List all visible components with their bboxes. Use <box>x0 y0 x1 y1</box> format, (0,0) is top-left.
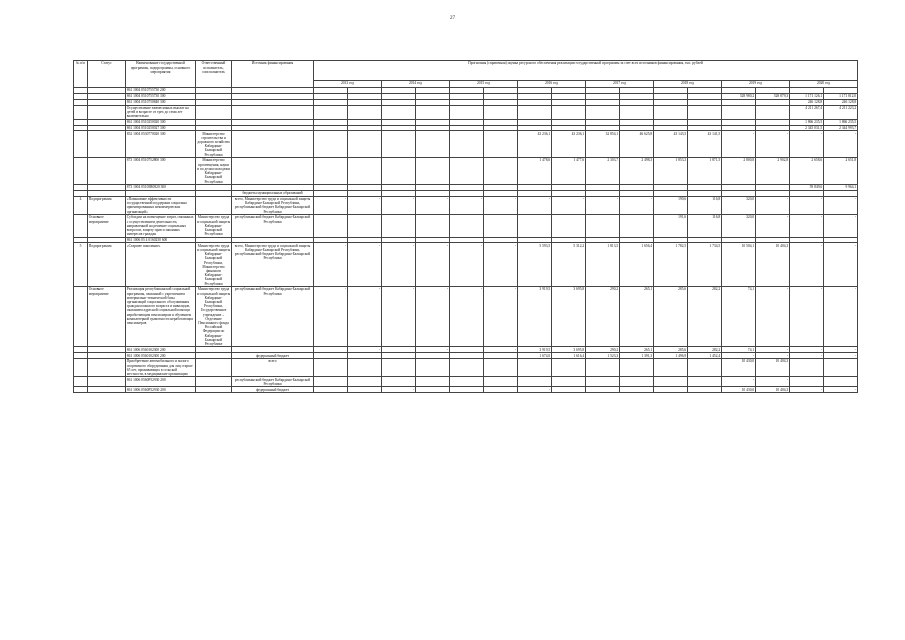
value-cell: 1 782,5 <box>654 243 688 287</box>
source-cell <box>232 158 314 185</box>
executor-cell <box>196 359 232 377</box>
value-cell: 1 656,4 <box>620 243 654 287</box>
source-cell: всего, Министерство труда и социальной защиты Кабардино-Балкарской Республики, республиканский бюджет Кабардино-Балкарской Республики <box>232 196 314 214</box>
value-cell: - <box>450 196 484 214</box>
value-cell: 46 625,8 <box>620 131 654 158</box>
table-row <box>74 105 858 119</box>
value-cell: 9 964,1 <box>824 185 858 191</box>
value-cell: 3 919,5 <box>518 347 552 353</box>
value-cell <box>382 377 416 387</box>
value-cell: 2 345 031,5 <box>790 125 824 131</box>
value-cell: - <box>348 287 382 347</box>
num-cell: 4 <box>74 196 88 214</box>
value-cell <box>586 387 620 393</box>
value-cell: 1 478,6 <box>518 158 552 185</box>
value-cell: - <box>552 196 586 214</box>
value-cell <box>416 158 450 185</box>
value-cell: 4 211 267,4 <box>790 105 824 119</box>
value-cell: 1 616,4 <box>552 353 586 359</box>
value-cell: 2 800,8 <box>722 158 756 185</box>
value-cell <box>586 377 620 387</box>
executor-cell <box>196 196 232 214</box>
value-cell <box>450 105 484 119</box>
value-cell: 4 211 223,2 <box>824 105 858 119</box>
value-cell: - <box>756 215 790 238</box>
value-cell <box>688 387 722 393</box>
value-cell: 265,1 <box>620 347 654 353</box>
value-cell <box>348 387 382 393</box>
value-cell <box>654 387 688 393</box>
value-cell: - <box>314 196 348 214</box>
value-cell: - <box>484 243 518 287</box>
value-cell: - <box>348 347 382 353</box>
value-cell: 320,0 <box>722 215 756 238</box>
value-cell: - <box>382 243 416 287</box>
name-cell: 861 1006 0560P52930 200 <box>126 387 196 393</box>
value-cell <box>416 105 450 119</box>
budget-table <box>73 60 858 393</box>
value-cell <box>552 387 586 393</box>
value-cell <box>756 105 790 119</box>
header-status: Статус <box>88 61 126 88</box>
table-row <box>74 359 858 377</box>
value-cell: 1 496,9 <box>654 353 688 359</box>
value-cell <box>824 377 858 387</box>
executor-cell: Министерство труда и социальной защиты Кабардино-Балкарской Республики <box>196 215 231 237</box>
value-cell: 1 171 812,0 <box>824 93 858 99</box>
value-cell: - <box>416 243 450 287</box>
value-cell: - <box>416 287 450 347</box>
value-cell <box>790 377 824 387</box>
value-cell: - <box>484 196 518 214</box>
value-cell <box>450 158 484 185</box>
value-cell: - <box>756 196 790 214</box>
value-cell <box>654 359 688 377</box>
value-cell: 5 312,2 <box>552 243 586 287</box>
value-cell <box>620 387 654 393</box>
year-header: 2016 год <box>518 80 586 88</box>
num-cell <box>74 287 88 347</box>
table-row <box>74 287 858 347</box>
value-cell: 10 430,0 <box>722 387 756 393</box>
executor-cell: Министерство труда и социальной защиты Кабардино-Балкарской Республики, Государственное учреждение – Отделение Пенсионного фонда Российской Федерации по Кабардино-Балкарской Республике <box>196 287 231 346</box>
value-cell: 1 734,5 <box>688 243 722 287</box>
value-cell <box>484 359 518 377</box>
value-cell <box>552 105 586 119</box>
value-cell <box>450 359 484 377</box>
table-row <box>74 158 858 185</box>
value-cell: 1 871,5 <box>688 158 722 185</box>
value-cell <box>416 377 450 387</box>
table-row <box>74 377 858 387</box>
source-cell: республиканский бюджет Кабардино-Балкарской Республики <box>232 215 314 238</box>
value-cell <box>348 215 382 238</box>
value-cell <box>824 359 858 377</box>
value-cell: - <box>790 131 824 158</box>
value-cell <box>382 158 416 185</box>
value-cell <box>348 377 382 387</box>
value-cell: 2 344 993,7 <box>824 125 858 131</box>
status-cell <box>88 359 126 377</box>
source-cell <box>232 105 314 119</box>
value-cell <box>620 377 654 387</box>
status-cell <box>88 105 126 119</box>
value-cell: 282,2 <box>688 287 722 347</box>
num-cell <box>74 158 88 185</box>
value-cell: - <box>586 196 620 214</box>
value-cell <box>450 215 484 238</box>
value-cell <box>484 131 518 158</box>
value-cell: 3 695,8 <box>552 347 586 353</box>
value-cell: 1 171 126,1 <box>790 93 824 99</box>
value-cell <box>314 359 348 377</box>
value-cell <box>688 377 722 387</box>
table-row <box>74 196 858 214</box>
value-cell: - <box>382 196 416 214</box>
value-cell: 246 128,8 <box>790 99 824 105</box>
source-cell: бюджеты муниципальных образований <box>232 190 314 196</box>
status-cell: Основное мероприятие <box>88 215 126 238</box>
year-header: 2019 год <box>722 80 790 88</box>
value-cell: - <box>790 215 824 238</box>
value-cell: 3 919,5 <box>518 287 552 347</box>
value-cell: - <box>416 347 450 353</box>
value-cell <box>382 215 416 238</box>
value-cell: 59 849,6 <box>790 185 824 191</box>
value-cell <box>450 131 484 158</box>
value-cell <box>484 105 518 119</box>
value-cell: 5 593,5 <box>518 243 552 287</box>
value-cell: 2 658,6 <box>790 158 824 185</box>
value-cell <box>450 387 484 393</box>
status-cell <box>88 158 126 185</box>
source-cell: всего <box>232 359 314 377</box>
value-cell: 2 498,3 <box>620 158 654 185</box>
value-cell: - <box>824 243 858 287</box>
value-cell: 528 980,2 <box>722 93 756 99</box>
header-source: Источник финансирования <box>232 61 314 88</box>
source-cell <box>232 131 314 158</box>
year-header: 2014 год <box>382 80 450 88</box>
value-cell <box>484 377 518 387</box>
value-cell <box>484 215 518 238</box>
value-cell: 246 128,8 <box>824 99 858 105</box>
value-cell: 2 303,7 <box>586 158 620 185</box>
value-cell <box>382 105 416 119</box>
value-cell: - <box>314 287 348 347</box>
table-row <box>74 131 858 158</box>
value-cell <box>654 105 688 119</box>
status-cell <box>88 387 126 393</box>
table-body <box>74 88 858 393</box>
value-cell <box>416 131 450 158</box>
source-cell: республиканский бюджет Кабардино-Балкарской Республики <box>232 377 314 387</box>
value-cell: 10 404,3 <box>756 387 790 393</box>
value-cell <box>586 215 620 238</box>
value-cell: 290,2 <box>586 347 620 353</box>
header-num: № п/п <box>74 61 88 88</box>
value-cell: 1 674,0 <box>518 353 552 359</box>
table-row <box>74 387 858 393</box>
value-cell: 190,6 <box>654 196 688 214</box>
num-cell <box>74 215 88 238</box>
year-header: 2017 год <box>586 80 654 88</box>
num-cell <box>74 377 88 387</box>
value-cell <box>348 359 382 377</box>
num-cell: 5 <box>74 243 88 287</box>
name-cell: 852 1004 0530770020 300 <box>126 131 196 158</box>
value-cell: - <box>450 287 484 347</box>
status-cell <box>88 377 126 387</box>
value-cell <box>382 359 416 377</box>
name-cell: 861 1006 05 4 0160250 600 <box>126 237 196 243</box>
value-cell: - <box>756 353 790 359</box>
value-cell: - <box>790 353 824 359</box>
value-cell: - <box>518 196 552 214</box>
header-name: Наименование государственной программы, подпрограммы, основного мероприятия <box>126 61 196 88</box>
name-cell: 861 1004 0510755730 300 <box>126 93 196 99</box>
value-cell: 191,6 <box>654 215 688 238</box>
value-cell: 10 404,3 <box>756 359 790 377</box>
value-cell <box>450 377 484 387</box>
value-cell: 282,2 <box>688 347 722 353</box>
year-header: 2013 год <box>314 80 382 88</box>
value-cell: - <box>722 377 756 387</box>
name-cell: Приобретение автомобильного и малого спортивного оборудования для лиц старше 65 лет, проживающих в сельской местности, в медицинские организации <box>126 359 196 377</box>
value-cell <box>314 215 348 238</box>
value-cell <box>518 377 552 387</box>
value-cell <box>314 377 348 387</box>
year-header: 2020 год <box>790 80 858 88</box>
value-cell: - <box>416 196 450 214</box>
name-cell: 861 1004 0510755730 200 <box>126 88 196 94</box>
value-cell <box>552 377 586 387</box>
value-cell <box>314 387 348 393</box>
value-cell: - <box>756 347 790 353</box>
status-cell: Основное мероприятие <box>88 287 126 347</box>
value-cell <box>688 359 722 377</box>
source-cell: федеральный бюджет <box>232 353 314 359</box>
value-cell <box>552 215 586 238</box>
year-header: 2015 год <box>450 80 518 88</box>
value-cell: - <box>790 387 824 393</box>
executor-cell <box>196 105 232 119</box>
value-cell: - <box>314 243 348 287</box>
page-number: 27 <box>450 16 455 21</box>
value-cell: - <box>348 243 382 287</box>
value-cell <box>416 387 450 393</box>
table-row <box>74 215 858 238</box>
value-cell: 2 902,8 <box>756 158 790 185</box>
value-cell <box>314 131 348 158</box>
name-cell: 861 1006 0560P52930 200 <box>126 377 196 387</box>
value-cell: - <box>824 196 858 214</box>
name-cell: «Повышение эффективности государственной поддержки социально ориентированных некоммерческих организаций» <box>126 196 196 214</box>
name-cell: 861 1006 0560102300 200 <box>126 347 196 353</box>
value-cell: 265,1 <box>620 287 654 347</box>
status-cell: Подпрограмма <box>88 243 126 287</box>
value-cell: - <box>450 243 484 287</box>
value-cell: - <box>484 347 518 353</box>
value-cell <box>416 215 450 238</box>
value-cell: 10 430,0 <box>722 359 756 377</box>
value-cell: - <box>790 196 824 214</box>
value-cell <box>484 158 518 185</box>
value-cell <box>552 359 586 377</box>
value-cell <box>518 105 552 119</box>
value-cell: 1 523,3 <box>586 353 620 359</box>
value-cell: 43 236,1 <box>518 131 552 158</box>
value-cell <box>484 387 518 393</box>
value-cell <box>314 158 348 185</box>
value-cell: 1 813,5 <box>586 243 620 287</box>
name-cell: 861 1006 0560102300 200 <box>126 353 196 359</box>
value-cell <box>586 105 620 119</box>
value-cell <box>348 131 382 158</box>
value-cell: 1 391,3 <box>620 353 654 359</box>
value-cell: 3 695,8 <box>552 287 586 347</box>
value-cell: 10 404,3 <box>756 243 790 287</box>
value-cell: 1 452,4 <box>688 353 722 359</box>
value-cell: 1 853,3 <box>654 158 688 185</box>
name-cell: 873 1004 0510752800 300 <box>126 158 196 185</box>
value-cell: - <box>620 196 654 214</box>
header-estimate: Прогнозная (справочная) оценка ресурсного обеспечения реализации государственной программы за счет всех источников финансирования, тыс. рублей <box>314 61 858 81</box>
value-cell: 32 854,1 <box>586 131 620 158</box>
value-cell: - <box>824 353 858 359</box>
name-cell: Субсидии на возмещение затрат, связанных с осуществлением деятельности, направленной на решение социальных вопросов, защиту прав и законных интересов граждан <box>126 215 194 237</box>
value-cell: 2 651,8 <box>824 158 858 185</box>
value-cell: - <box>824 347 858 353</box>
num-cell <box>74 105 88 119</box>
value-cell: - <box>518 387 552 393</box>
value-cell: 1 866 235,5 <box>824 119 858 125</box>
value-cell <box>586 359 620 377</box>
value-cell <box>654 377 688 387</box>
value-cell: - <box>348 196 382 214</box>
value-cell: - <box>790 347 824 353</box>
value-cell: - <box>824 131 858 158</box>
executor-cell: Министерство просвещения, науки и по делам молодежи Кабардино-Балкарской Республики <box>197 158 230 184</box>
value-cell <box>620 359 654 377</box>
year-header: 2018 год <box>654 80 722 88</box>
value-cell <box>416 359 450 377</box>
value-cell: - <box>756 287 790 347</box>
value-cell: - <box>484 287 518 347</box>
name-cell: 861 1004 0510250020 300 <box>126 119 196 125</box>
source-cell: республиканский бюджет Кабардино-Балкарской Республики <box>232 287 314 347</box>
value-cell: 10 504,1 <box>722 243 756 287</box>
value-cell <box>518 215 552 238</box>
num-cell <box>74 359 88 377</box>
value-cell <box>382 131 416 158</box>
value-cell: - <box>382 387 416 393</box>
value-cell: 285,6 <box>654 287 688 347</box>
value-cell: 43 143,5 <box>654 131 688 158</box>
value-cell: 1 477,6 <box>552 158 586 185</box>
status-cell: Подпрограмма <box>88 196 126 214</box>
value-cell <box>722 105 756 119</box>
value-cell: 43 141,5 <box>688 131 722 158</box>
value-cell: 320,0 <box>722 196 756 214</box>
value-cell: - <box>824 287 858 347</box>
value-cell: 116,8 <box>688 215 722 238</box>
status-cell <box>88 131 126 158</box>
value-cell: 116,8 <box>688 196 722 214</box>
value-cell <box>518 359 552 377</box>
value-cell: - <box>790 243 824 287</box>
executor-cell <box>196 377 232 387</box>
num-cell <box>74 131 88 158</box>
value-cell: - <box>790 287 824 347</box>
value-cell <box>348 105 382 119</box>
value-cell: 290,2 <box>586 287 620 347</box>
value-cell: - <box>824 387 858 393</box>
source-cell: всего, Министерство труда и социальной защиты Кабардино-Балкарской Республики, республиканский бюджет Кабардино-Балкарской Республики <box>232 243 314 287</box>
executor-cell: Министерство строительства и дорожного хозяйства Кабардино-Балкарской Республики <box>197 131 230 157</box>
executor-cell: Министерство труда и социальной защиты Кабардино-Балкарской Республики, Министерство финансов Кабардино-Балкарской Республики <box>196 243 231 286</box>
value-cell: 528 879,3 <box>756 93 790 99</box>
value-cell <box>790 359 824 377</box>
value-cell: - <box>722 353 756 359</box>
name-cell: Осуществление ежемесячных выплат на детей в возрасте от трех до семи лет включительно <box>126 105 196 119</box>
value-cell <box>620 105 654 119</box>
name-cell: «Старшее поколение» <box>126 243 196 287</box>
name-cell: Реализация республиканской социальной программы, связанной с укреплением материально-технической базы организаций социального обслуживания граждан пожилого возраста и инвалидов, оказанием адресной социальной помощи неработающим пенсионерам и обучением компьютерной грамотности неработающих пенсионеров <box>126 287 196 347</box>
value-cell <box>314 105 348 119</box>
table-row <box>74 243 858 287</box>
name-cell: 861 1004 0510250027 300 <box>126 125 196 131</box>
value-cell: - <box>756 131 790 158</box>
executor-cell <box>196 387 232 393</box>
value-cell: 43 236,1 <box>552 131 586 158</box>
name-cell: 873 1004 05105R0820 300 <box>126 185 196 191</box>
value-cell: 74,1 <box>722 347 756 353</box>
value-cell <box>348 158 382 185</box>
num-cell <box>74 387 88 393</box>
name-cell: 861 1004 0510750840 300 <box>126 99 196 105</box>
header-executor: Ответственный исполнитель, соисполнитель <box>196 61 232 88</box>
value-cell: 1 866 235,5 <box>790 119 824 125</box>
value-cell: 74,1 <box>722 287 756 347</box>
value-cell: - <box>722 131 756 158</box>
value-cell <box>688 105 722 119</box>
value-cell: - <box>756 377 790 387</box>
value-cell <box>620 215 654 238</box>
value-cell: 285,6 <box>654 347 688 353</box>
source-cell: федеральный бюджет <box>232 387 314 393</box>
value-cell: - <box>824 215 858 238</box>
value-cell: - <box>382 287 416 347</box>
